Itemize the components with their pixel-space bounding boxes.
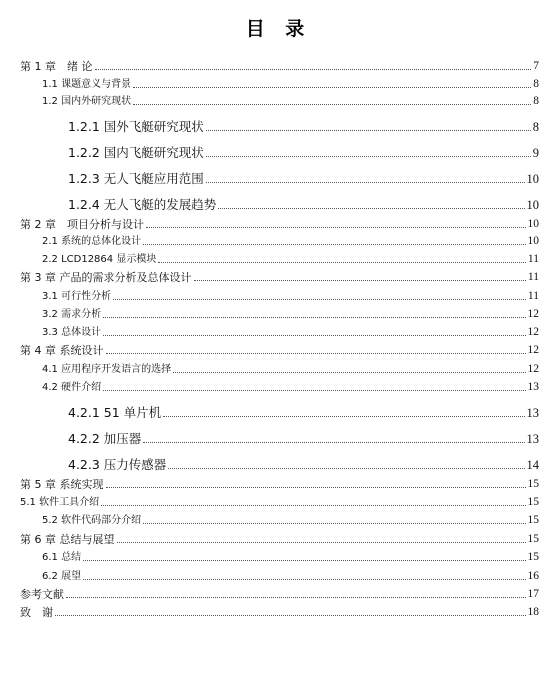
toc-entry-label: 4.1 应用程序开发语言的选择: [42, 364, 172, 375]
toc-page-number: 15: [527, 513, 539, 526]
dot-leader: [206, 130, 531, 131]
dot-leader: [117, 542, 526, 543]
toc-section-entry[interactable]: [0, 251, 539, 265]
toc-section-entry[interactable]: [0, 549, 539, 563]
toc-subsection-entry[interactable]: [0, 145, 539, 159]
toc-page-number: 10: [526, 171, 539, 186]
toc-section-entry[interactable]: [0, 568, 539, 582]
toc-page-number: 10: [526, 197, 539, 212]
toc-page-number: 13: [526, 405, 539, 420]
toc-section-entry[interactable]: [0, 76, 539, 90]
toc-subsection-entry[interactable]: [0, 119, 539, 133]
dot-leader: [143, 244, 525, 245]
toc-chapter-entry[interactable]: [0, 586, 539, 600]
toc-entry-label: 2.1 系统的总体化设计: [42, 236, 142, 247]
toc-subsection-entry[interactable]: [0, 197, 539, 211]
toc-page-number: 8: [533, 94, 539, 107]
dot-leader: [194, 280, 526, 281]
toc-section-entry[interactable]: [0, 494, 539, 508]
toc-page-number: 13: [526, 431, 539, 446]
toc-entry-label: 3.1 可行性分析: [42, 291, 112, 302]
toc-section-entry[interactable]: [0, 379, 539, 393]
toc-page-number: 11: [527, 289, 539, 302]
dot-leader: [143, 442, 524, 443]
toc-entry-label: 第 4 章 系统设计: [20, 344, 104, 357]
toc-subsection-entry[interactable]: [0, 431, 539, 445]
toc-page-number: 16: [527, 569, 539, 582]
toc-page-number: 11: [527, 252, 539, 265]
dot-leader: [95, 69, 532, 70]
toc-page-number: 7: [533, 59, 539, 72]
toc-entry-label: 1.2 国内外研究现状: [42, 96, 132, 107]
toc-page-number: 10: [527, 217, 539, 230]
toc-entry-label: 5.1 软件工具介绍: [20, 497, 100, 508]
toc-subsection-entry[interactable]: [0, 171, 539, 185]
dot-leader: [206, 182, 525, 183]
toc-chapter-entry[interactable]: [0, 476, 539, 490]
toc-subsection-entry[interactable]: [0, 405, 539, 419]
toc-section-entry[interactable]: [0, 288, 539, 302]
toc-section-entry[interactable]: [0, 361, 539, 375]
toc-section-entry[interactable]: [0, 512, 539, 526]
toc-section-entry[interactable]: [0, 324, 539, 338]
toc-entry-label: 5.2 软件代码部分介绍: [42, 515, 142, 526]
dot-leader: [113, 299, 526, 300]
dot-leader: [101, 505, 525, 506]
dot-leader: [173, 372, 525, 373]
toc-entry-label: 1.2.4 无人飞艇的发展趋势: [68, 196, 217, 212]
toc-chapter-entry[interactable]: [0, 604, 539, 618]
toc-section-entry[interactable]: [0, 93, 539, 107]
toc-page-number: 12: [527, 325, 539, 338]
toc-entry-label: 1.2.2 国内飞艇研究现状: [68, 144, 204, 160]
toc-chapter-entry[interactable]: [0, 531, 539, 545]
dot-leader: [103, 317, 525, 318]
dot-leader: [206, 156, 531, 157]
dot-leader: [55, 615, 526, 616]
dot-leader: [146, 227, 526, 228]
dot-leader: [83, 579, 525, 580]
dot-leader: [83, 560, 525, 561]
toc-entry-label: 1.2.3 无人飞艇应用范围: [68, 170, 204, 186]
toc-entry-label: 6.2 展望: [42, 571, 82, 582]
toc-entry-label: 致 谢: [20, 606, 53, 619]
toc-entry-label: 第 1 章 绪 论: [20, 60, 93, 73]
toc-section-entry[interactable]: [0, 306, 539, 320]
dot-leader: [103, 390, 525, 391]
toc-page-number: 13: [527, 380, 539, 393]
toc-page-number: 15: [527, 495, 539, 508]
toc-entry-label: 第 5 章 系统实现: [20, 478, 104, 491]
toc-chapter-entry[interactable]: [0, 269, 539, 283]
toc-chapter-entry[interactable]: [0, 216, 539, 230]
toc-page-number: 15: [527, 550, 539, 563]
toc-page-number: 15: [527, 532, 539, 545]
toc-entry-label: 4.2 硬件介绍: [42, 382, 102, 393]
toc-entry-label: 6.1 总结: [42, 552, 82, 563]
dot-leader: [143, 523, 525, 524]
toc-entry-label: 第 2 章 项目分析与设计: [20, 218, 144, 231]
toc-entry-label: 1.1 课题意义与背景: [42, 79, 132, 90]
toc-entry-label: 3.2 需求分析: [42, 309, 102, 320]
toc-chapter-entry[interactable]: [0, 342, 539, 356]
toc-title: 目 录: [245, 18, 312, 40]
toc-entry-label: 第 6 章 总结与展望: [20, 533, 115, 546]
toc-page-number: 10: [527, 234, 539, 247]
toc-entry-label: 4.2.3 压力传感器: [68, 456, 167, 472]
toc-entry-label: 4.2.1 51 单片机: [68, 404, 162, 420]
toc-subsection-entry[interactable]: [0, 457, 539, 471]
dot-leader: [218, 208, 524, 209]
toc-page-number: 15: [527, 477, 539, 490]
toc-page-number: 12: [527, 362, 539, 375]
dot-leader: [133, 104, 531, 105]
toc-page-number: 17: [527, 587, 539, 600]
toc-section-entry[interactable]: [0, 233, 539, 247]
toc-entry-label: 参考文献: [20, 588, 64, 601]
toc-page-number: 8: [533, 77, 539, 90]
toc-page-number: 14: [526, 457, 539, 472]
dot-leader: [66, 597, 526, 598]
dot-leader: [158, 262, 526, 263]
dot-leader: [168, 468, 524, 469]
toc-page-number: 12: [527, 343, 539, 356]
toc-entry-label: 4.2.2 加压器: [68, 430, 142, 446]
toc-chapter-entry[interactable]: [0, 58, 539, 72]
toc-entry-label: 第 3 章 产品的需求分析及总体设计: [20, 271, 192, 284]
toc-page-number: 12: [527, 307, 539, 320]
dot-leader: [103, 335, 525, 336]
toc-page-number: 11: [527, 270, 539, 283]
dot-leader: [106, 353, 526, 354]
toc-page-number: 18: [527, 605, 539, 618]
toc-entry-label: 2.2 LCD12864 显示模块: [42, 254, 157, 265]
dot-leader: [163, 416, 524, 417]
toc-entry-label: 1.2.1 国外飞艇研究现状: [68, 118, 204, 134]
toc-entry-label: 3.3 总体设计: [42, 327, 102, 338]
dot-leader: [133, 87, 531, 88]
toc-page-number: 9: [532, 145, 539, 160]
toc-page-number: 8: [532, 119, 539, 134]
dot-leader: [106, 487, 526, 488]
